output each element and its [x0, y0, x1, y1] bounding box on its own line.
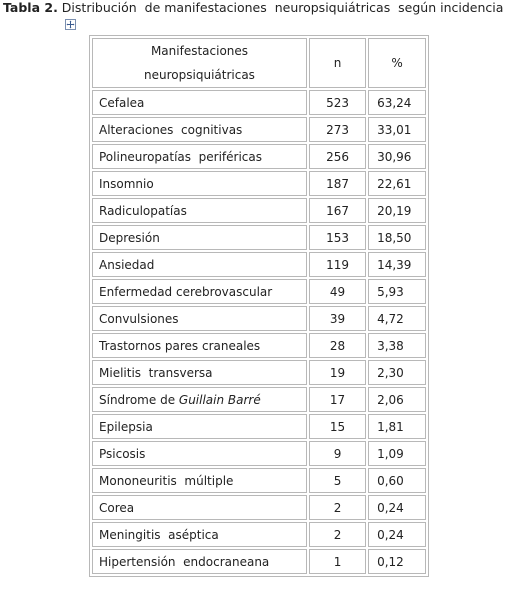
- cell-n: 1: [309, 549, 366, 574]
- table-row: [92, 333, 426, 358]
- cell-manifestacion: Corea: [92, 495, 307, 520]
- cell-manifestacion: Epilepsia: [92, 414, 307, 439]
- cell-n: 167: [309, 198, 366, 223]
- cell-percent: 22,61: [368, 171, 426, 196]
- cell-n: 9: [309, 441, 366, 466]
- expand-icon[interactable]: [65, 19, 76, 30]
- table-row: [92, 306, 426, 331]
- table-row: [92, 252, 426, 277]
- table-row: [92, 171, 426, 196]
- cell-percent: 4,72: [368, 306, 426, 331]
- cell-n: 28: [309, 333, 366, 358]
- cell-percent: 33,01: [368, 117, 426, 142]
- cell-n: 19: [309, 360, 366, 385]
- table-row: [92, 225, 426, 250]
- cell-manifestacion-prefix: Síndrome de: [99, 392, 179, 407]
- cell-manifestacion: Alteraciones cognitivas: [92, 117, 307, 142]
- table-row: [92, 468, 426, 493]
- header-percent: %: [368, 38, 426, 88]
- table-row: [92, 522, 426, 547]
- cell-percent: 18,50: [368, 225, 426, 250]
- cell-manifestacion: Hipertensión endocraneana: [92, 549, 307, 574]
- cell-n: 17: [309, 387, 366, 412]
- table-row: [92, 360, 426, 385]
- cell-percent: 0,24: [368, 495, 426, 520]
- cell-percent: 20,19: [368, 198, 426, 223]
- cell-percent: 1,81: [368, 414, 426, 439]
- cell-manifestacion: Mielitis transversa: [92, 360, 307, 385]
- cell-manifestacion: Enfermedad cerebrovascular: [92, 279, 307, 304]
- header-n: n: [309, 38, 366, 88]
- cell-n: 39: [309, 306, 366, 331]
- table-caption: [3, 0, 503, 16]
- cell-manifestacion: Meningitis aséptica: [92, 522, 307, 547]
- table-row: [92, 441, 426, 466]
- cell-n: 273: [309, 117, 366, 142]
- cell-percent: 14,39: [368, 252, 426, 277]
- table-row: [92, 117, 426, 142]
- table-row: [92, 549, 426, 574]
- cell-percent: 63,24: [368, 90, 426, 115]
- cell-percent: 5,93: [368, 279, 426, 304]
- cell-manifestacion: Trastornos pares craneales: [92, 333, 307, 358]
- cell-manifestacion: Mononeuritis múltiple: [92, 468, 307, 493]
- cell-percent: 3,38: [368, 333, 426, 358]
- manifestations-table: [89, 35, 429, 577]
- header-manifestaciones-line2: neuropsiquiátricas: [144, 68, 255, 82]
- table-row: [92, 90, 426, 115]
- cell-manifestacion: Psicosis: [92, 441, 307, 466]
- cell-n: 49: [309, 279, 366, 304]
- cell-percent: 0,24: [368, 522, 426, 547]
- cell-manifestacion: Depresión: [92, 225, 307, 250]
- cell-manifestacion-italic: Guillain Barré: [178, 392, 261, 407]
- header-manifestaciones-line1: Manifestaciones: [150, 44, 249, 58]
- table-row: [92, 198, 426, 223]
- cell-percent: 2,06: [368, 387, 426, 412]
- data-table-container: [89, 35, 429, 577]
- cell-n: 2: [309, 495, 366, 520]
- table-row: [92, 495, 426, 520]
- cell-manifestacion: Ansiedad: [92, 252, 307, 277]
- table-row: [92, 414, 426, 439]
- cell-manifestacion: [92, 387, 307, 412]
- cell-n: 153: [309, 225, 366, 250]
- table-row: [92, 279, 426, 304]
- cell-percent: 2,30: [368, 360, 426, 385]
- table-row: [92, 387, 426, 412]
- table-header-row: [92, 38, 426, 88]
- cell-n: 5: [309, 468, 366, 493]
- caption-label: Tabla 2.: [3, 0, 58, 15]
- cell-percent: 0,12: [368, 549, 426, 574]
- cell-n: 187: [309, 171, 366, 196]
- cell-percent: 30,96: [368, 144, 426, 169]
- cell-manifestacion: Insomnio: [92, 171, 307, 196]
- cell-n: 256: [309, 144, 366, 169]
- cell-n: 2: [309, 522, 366, 547]
- table-row: [92, 144, 426, 169]
- cell-manifestacion: Polineuropatías periféricas: [92, 144, 307, 169]
- cell-percent: 0,60: [368, 468, 426, 493]
- cell-manifestacion: Convulsiones: [92, 306, 307, 331]
- cell-manifestacion: Radiculopatías: [92, 198, 307, 223]
- header-manifestaciones: [92, 38, 307, 88]
- cell-manifestacion: Cefalea: [92, 90, 307, 115]
- cell-n: 15: [309, 414, 366, 439]
- cell-n: 119: [309, 252, 366, 277]
- cell-percent: 1,09: [368, 441, 426, 466]
- caption-text: Distribución de manifestaciones neuropsiquiátricas según incidencia: [57, 0, 504, 15]
- cell-n: 523: [309, 90, 366, 115]
